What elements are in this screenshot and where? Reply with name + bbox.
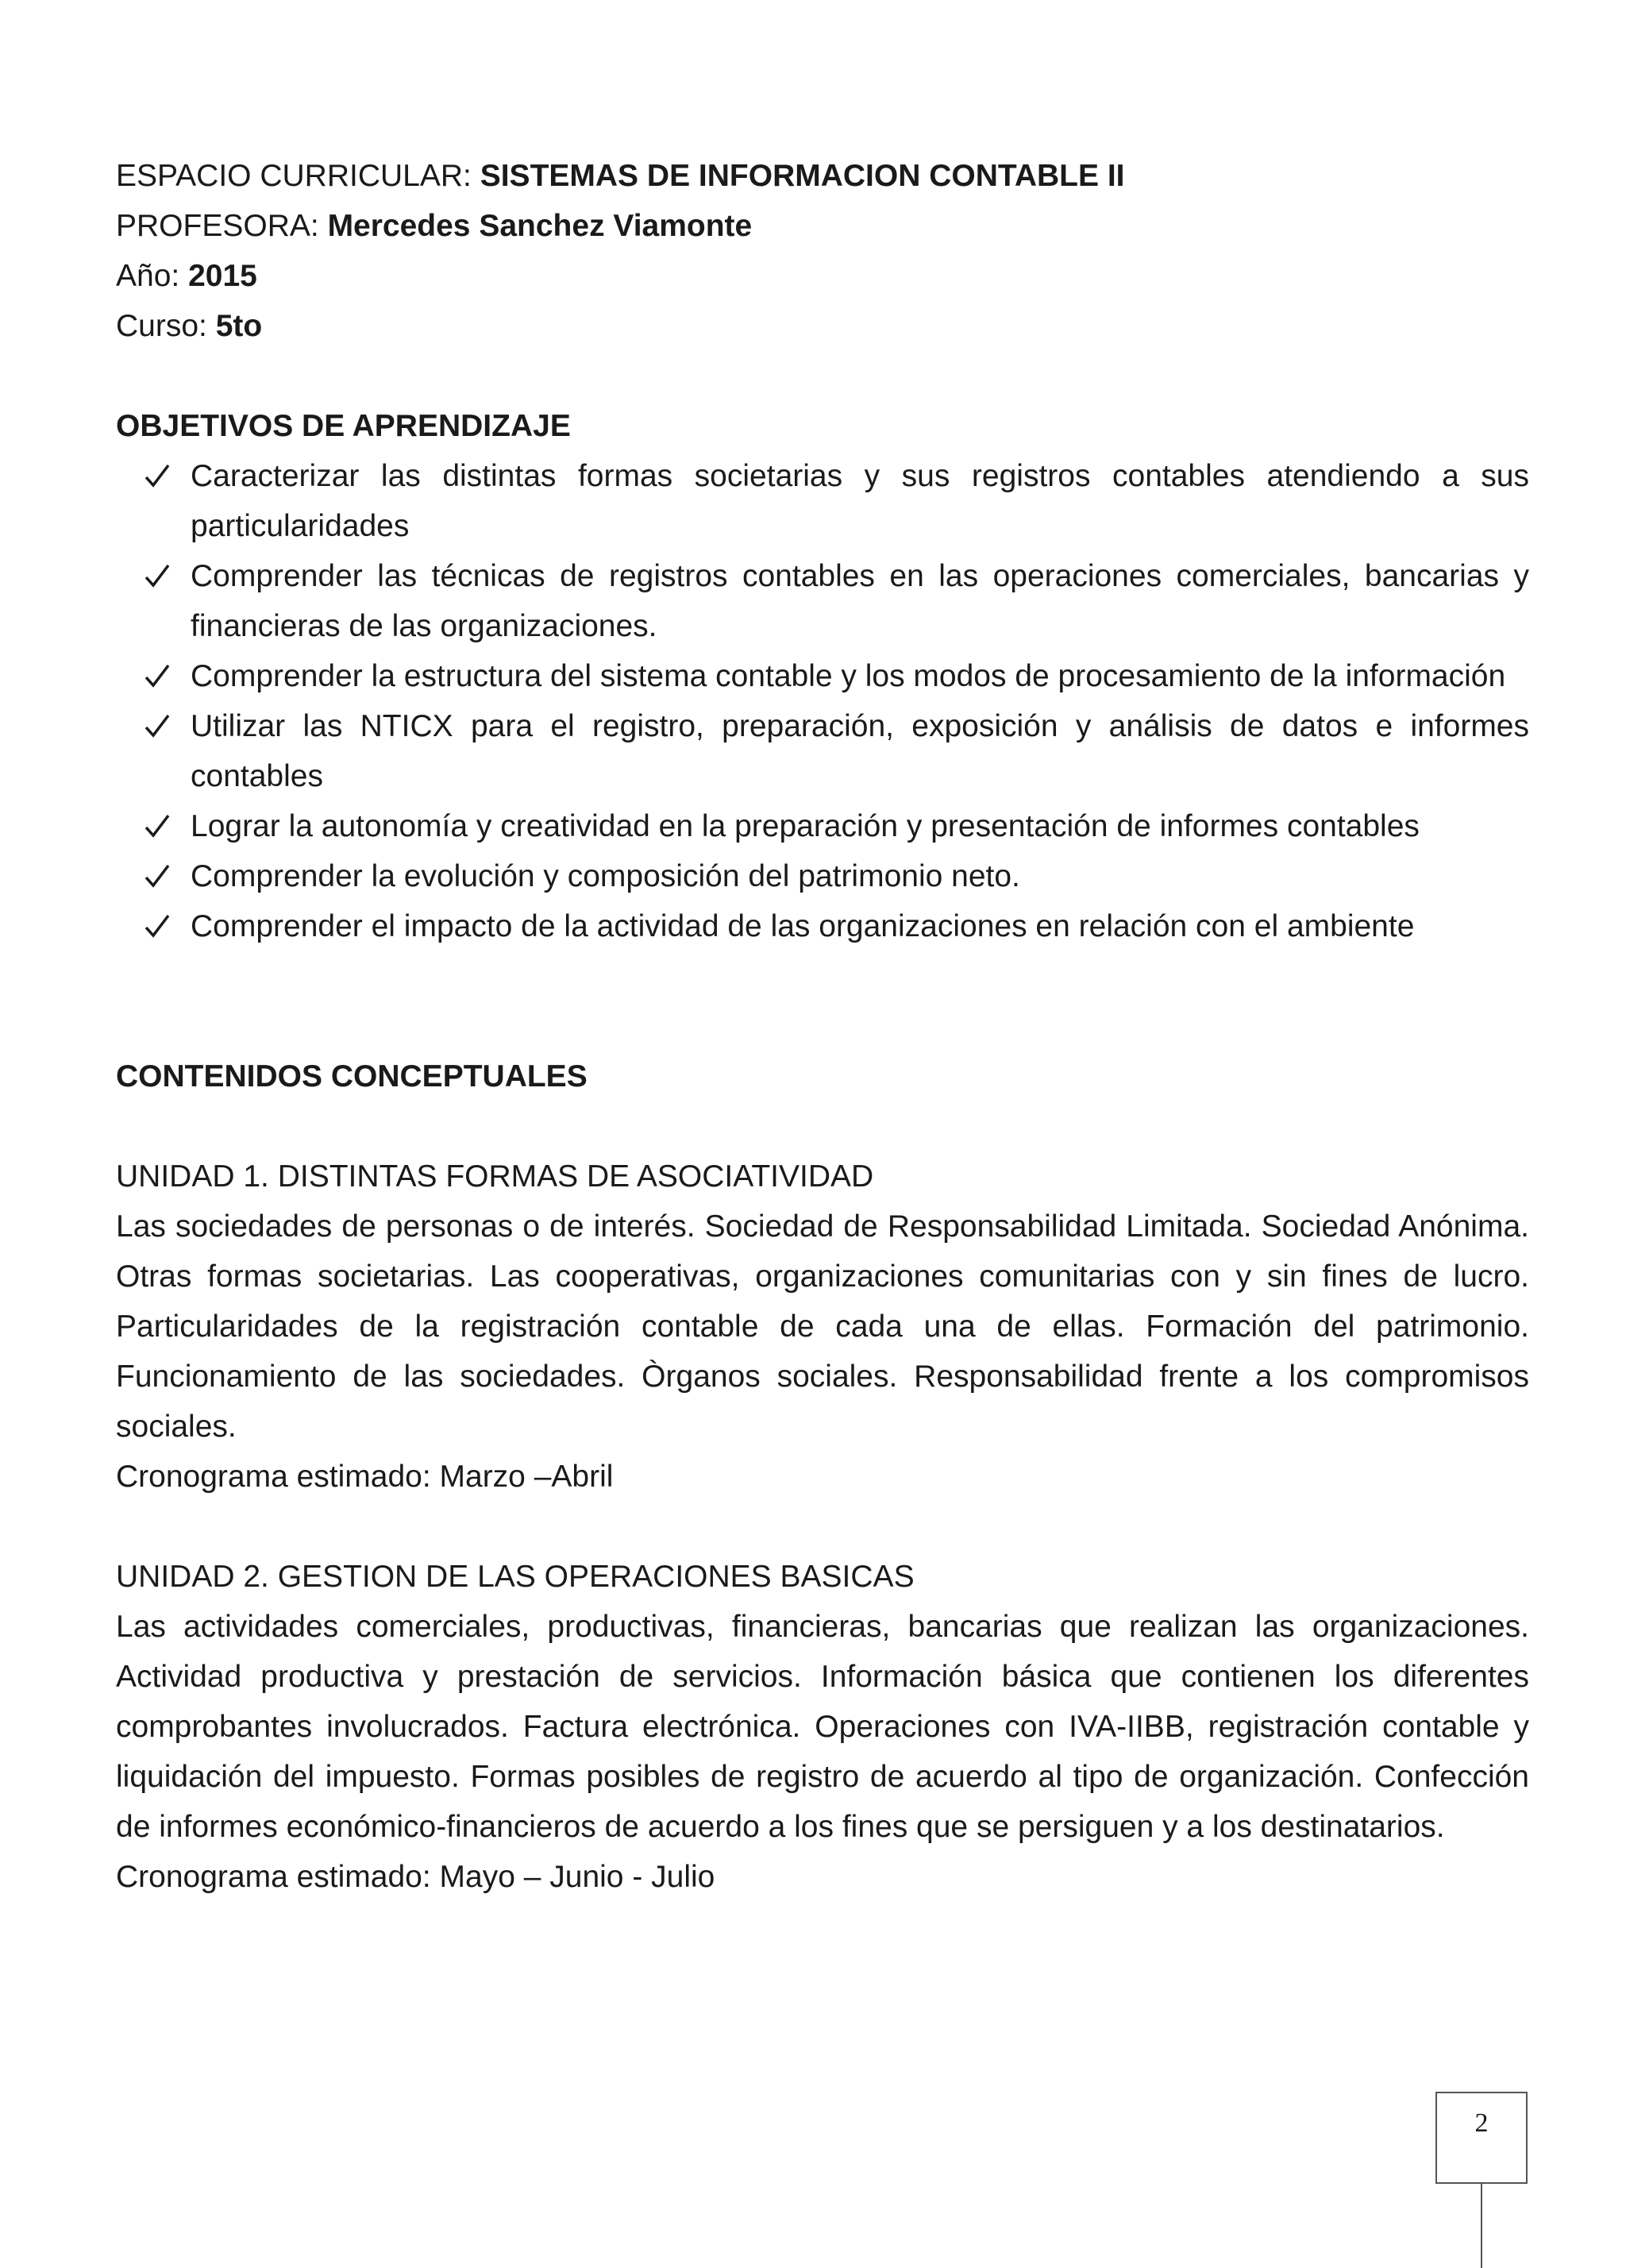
unidad-1-section — [116, 1151, 1529, 1502]
unidad-1-cronograma: Cronograma estimado: Marzo –Abril — [116, 1460, 614, 1494]
spacer — [116, 1502, 1529, 1552]
curso-label: Curso: — [116, 309, 207, 343]
check-icon — [141, 651, 173, 701]
objetivo-text: Lograr la autonomía y creatividad en la preparación y presentación de informes contables — [191, 809, 1420, 843]
unidad-1-body: Las sociedades de personas o de interés. Sociedad de Responsabilidad Limitada. Sociedad Anónima. Otras formas societarias. Las cooperativas, organizaciones comunitarias con y sin fines de lucro. Particularidades de la registración contable de cada una de ellas. Formación del patrimonio. Funcionamiento de las sociedades. Òrganos sociales. Responsabilidad frente a los compromisos sociales. — [116, 1209, 1529, 1444]
anio-label: Año: — [116, 259, 180, 293]
profesora-label: PROFESORA: — [116, 209, 319, 243]
objetivo-text: Comprender las técnicas de registros contables en las operaciones comerciales, bancarias y financieras de las organizaciones. — [191, 559, 1529, 643]
spacer — [116, 951, 1529, 1051]
page-number-stem — [1481, 2184, 1482, 2268]
objetivo-text: Comprender la estructura del sistema contable y los modos de procesamiento de la información — [191, 659, 1506, 693]
objetivo-item — [116, 851, 1529, 901]
spacer — [116, 1101, 1529, 1151]
objetivos-list — [116, 451, 1529, 951]
objetivo-item — [116, 651, 1529, 701]
objetivo-item — [116, 701, 1529, 801]
objetivo-text: Utilizar las NTICX para el registro, preparación, exposición y análisis de datos e informes contables — [191, 709, 1529, 793]
unidad-2-cronograma: Cronograma estimado: Mayo – Junio - Julio — [116, 1860, 715, 1894]
espacio-curricular-line — [116, 151, 1529, 201]
objetivos-heading: OBJETIVOS DE APRENDIZAJE — [116, 409, 571, 443]
unidad-2-title: UNIDAD 2. GESTION DE LAS OPERACIONES BASICAS — [116, 1560, 915, 1594]
objetivo-item — [116, 901, 1529, 951]
anio-value: 2015 — [188, 259, 257, 293]
check-icon — [141, 901, 173, 951]
objetivo-text: Comprender el impacto de la actividad de las organizaciones en relación con el ambiente — [191, 909, 1415, 943]
check-icon — [141, 451, 173, 501]
objetivo-item — [116, 551, 1529, 651]
unidad-2-section — [116, 1552, 1529, 1902]
unidad-1-title: UNIDAD 1. DISTINTAS FORMAS DE ASOCIATIVIDAD — [116, 1159, 874, 1194]
check-icon — [141, 551, 173, 601]
curso-line — [116, 301, 1529, 351]
objetivo-text: Caracterizar las distintas formas societarias y sus registros contables atendiendo a sus particularidades — [191, 459, 1529, 543]
espacio-curricular-value: SISTEMAS DE INFORMACION CONTABLE II — [480, 159, 1125, 193]
check-icon — [141, 701, 173, 751]
curso-value: 5to — [215, 309, 263, 343]
spacer — [116, 351, 1529, 401]
check-icon — [141, 851, 173, 901]
objetivo-item — [116, 801, 1529, 851]
check-icon — [141, 801, 173, 851]
contenidos-heading: CONTENIDOS CONCEPTUALES — [116, 1059, 588, 1094]
objetivo-text: Comprender la evolución y composición del patrimonio neto. — [191, 859, 1020, 893]
profesora-value: Mercedes Sanchez Viamonte — [327, 209, 753, 243]
espacio-curricular-label: ESPACIO CURRICULAR: — [116, 159, 472, 193]
document-page — [116, 151, 1529, 1902]
anio-line — [116, 251, 1529, 301]
page-number: 2 — [1435, 2092, 1528, 2184]
profesora-line — [116, 201, 1529, 251]
unidad-2-body: Las actividades comerciales, productivas, financieras, bancarias que realizan las organizaciones. Actividad productiva y prestación de servicios. Información básica que contienen los diferentes comprobantes involucrados. Factura electrónica. Operaciones con IVA-IIBB, registración contable y liquidación del impuesto. Formas posibles de registro de acuerdo al tipo de organización. Confección de informes económico-financieros de acuerdo a los fines que se persiguen y a los destinatarios. — [116, 1610, 1529, 1844]
objetivo-item — [116, 451, 1529, 551]
